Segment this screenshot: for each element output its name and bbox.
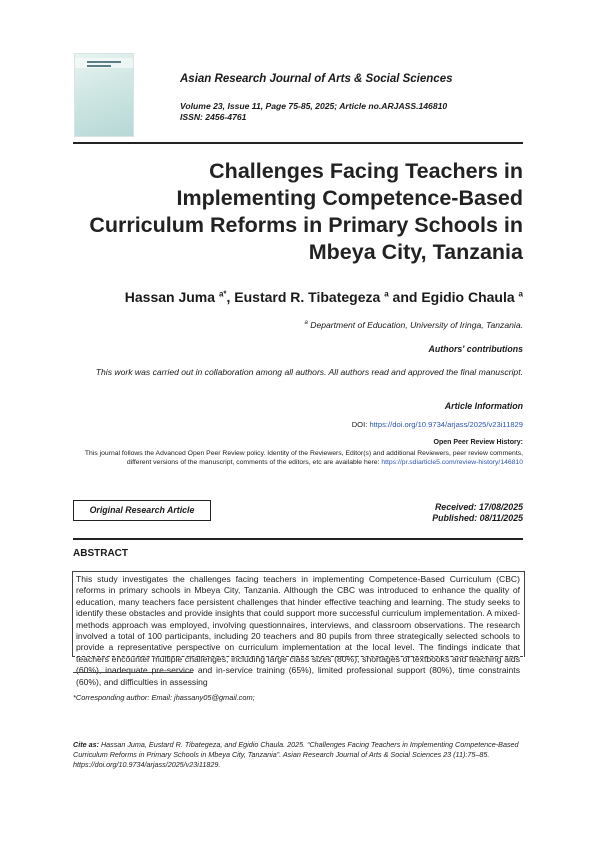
article-type-box: Original Research Article: [73, 500, 211, 521]
abstract-text: This study investigates the challenges facing teachers in implementing Competence-Based Curriculum (CBC) reforms in primary schools in Mbeya City, Tanzania. Although the CBC was introduced to enhance the quality of education, many teachers face persistent challenges that hinder effective teaching and learning. The study seeks to identify these obstacles and provide insights that could support more successful curriculum implementation. A mixed-methods approach was employed, involving questionnaires, interviews, and classroom observations. The research involved a total of 100 participants, including 20 teachers and 80 pupils from three strategically selected schools to provide a representative perspective on curriculum implementation at the local level. The findings indicate that teachers encounter multiple challenges, including large class sizes (80%), shortages of textbooks and teaching aids (60%), inadequate pre-service and in-service training (65%), limited professional support (80%), time constraints (60%), and difficulties in assessing: [76, 574, 520, 687]
journal-name: Asian Research Journal of Arts & Social Sciences: [180, 73, 453, 85]
author-name: Hassan Juma: [124, 289, 216, 305]
author-name: Egidio Chaula: [421, 289, 515, 305]
peer-review-description: This journal follows the Advanced Open Peer Review policy. Identity of the Reviewers, Editor(s) and additional Reviewers, peer review comments, different versions of the manuscript, comments of the editors, etc are available here:: [84, 450, 523, 466]
author-list: Hassan Juma $^{a*}$, Eustard R. Tibategeza $^a$ and Egidio Chaula $^a$: [124, 289, 523, 305]
cite-label: Cite as:: [73, 740, 99, 749]
section-divider: [73, 538, 523, 540]
peer-review-link[interactable]: https://pr.sdiarticle5.com/review-history/146810: [381, 459, 523, 466]
corresponding-author-note: *Corresponding author: Email: jhassany05@gmail.com;: [73, 693, 255, 702]
affiliation-mark: a: [304, 320, 308, 327]
author-affiliation-mark: a: [518, 289, 523, 299]
article-title: Challenges Facing Teachers in Implementing Competence-Based Curriculum Reforms in Primary Schools in Mbeya City, Tanzania: [89, 159, 523, 264]
author-name: Eustard R. Tibategeza: [234, 289, 381, 305]
abstract-box: [72, 571, 525, 687]
footnote-rule: [73, 672, 193, 673]
author-affiliation-mark: a*: [218, 289, 227, 299]
issn: ISSN: 2456-4761: [180, 112, 247, 122]
author-affiliation-mark: a: [384, 289, 389, 299]
citation-block: [73, 740, 525, 770]
volume-issue-line: Volume 23, Issue 11, Page 75-85, 2025; Article no.ARJASS.146810: [180, 101, 448, 111]
peer-review-text: [63, 449, 523, 467]
contributions-heading: Authors' contributions: [428, 344, 523, 354]
doi-label: DOI:: [351, 420, 368, 429]
affiliation: [305, 320, 523, 330]
article-information-heading: Article Information: [444, 401, 523, 411]
journal-cover-thumbnail: [74, 53, 134, 137]
published-date: Published: 08/11/2025: [432, 513, 523, 523]
received-date: Received: 17/08/2025: [434, 502, 523, 512]
abstract-heading: ABSTRACT: [73, 548, 128, 559]
contributions-text: This work was carried out in collaboration among all authors. All authors read and approved the final manuscript.: [95, 367, 523, 377]
page-break-dashes: [72, 656, 523, 657]
affiliation-text: Department of Education, University of Iringa, Tanzania.: [310, 320, 523, 330]
cite-text: Hassan Juma, Eustard R. Tibategeza, and Egidio Chaula. 2025. “Challenges Facing Teachers in Implementing Competence-Based Curriculum Reforms in Primary Schools in Mbeya City, Tanzania”. Asian Research Journal of Arts & Social Sciences 23 (11):75–85. https://doi.org/10.9734/arjass/2025/v23i11829.: [73, 740, 519, 769]
doi-link[interactable]: https://doi.org/10.9734/arjass/2025/v23i11829: [369, 420, 523, 429]
header-divider: [73, 142, 523, 144]
peer-review-heading: Open Peer Review History:: [433, 439, 523, 446]
doi-line: [352, 420, 523, 429]
